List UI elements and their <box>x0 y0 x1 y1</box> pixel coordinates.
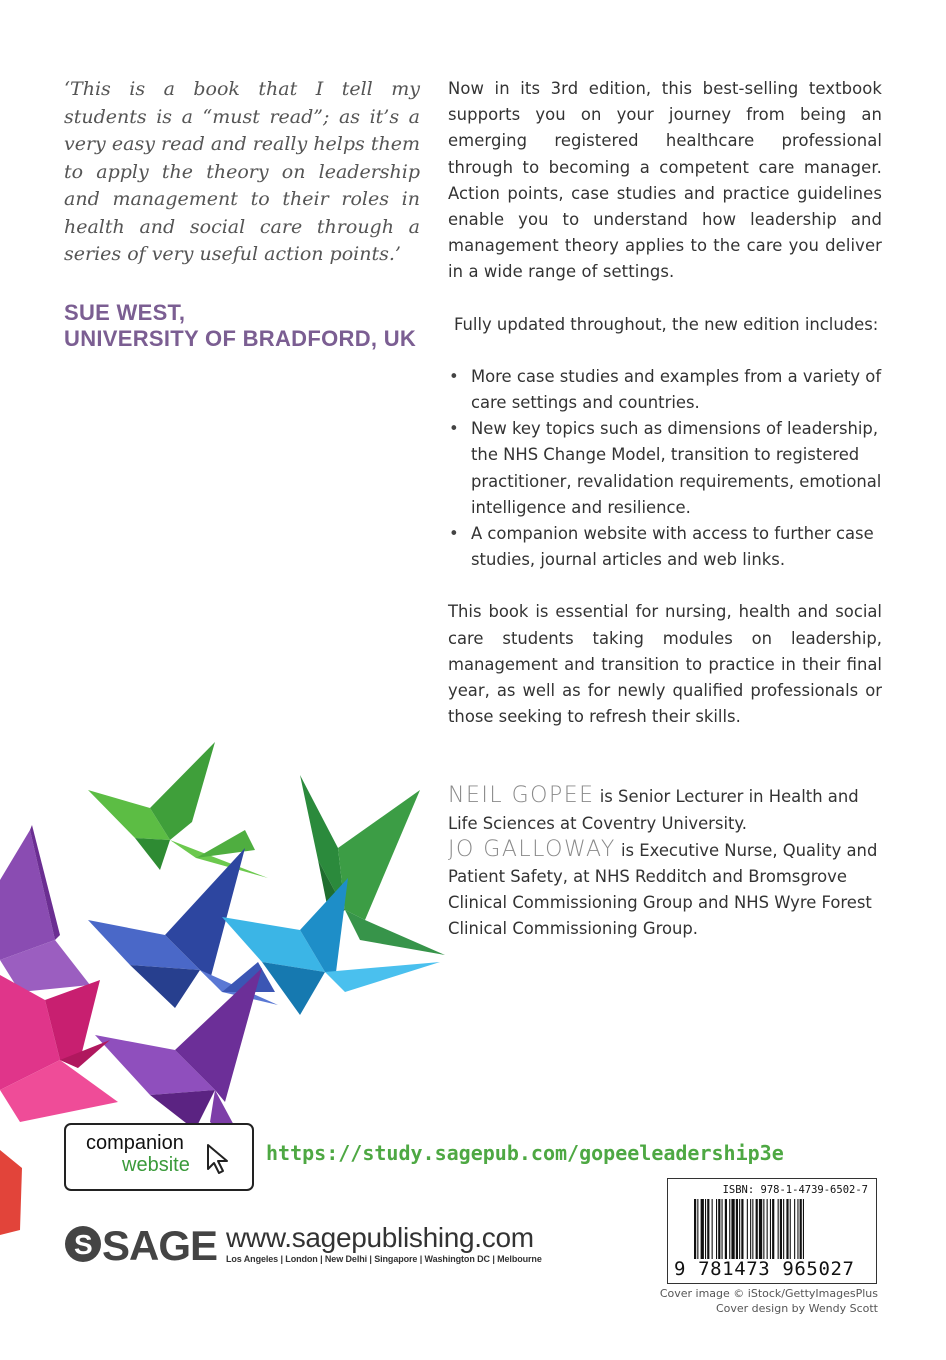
barcode-bar <box>729 1199 730 1259</box>
website-label: website <box>122 1154 190 1176</box>
barcode-bar <box>747 1199 748 1259</box>
features-list <box>448 364 882 574</box>
companion-url-link[interactable]: https://study.sagepub.com/gopeeleadership3e <box>266 1141 784 1165</box>
barcode-bar <box>741 1199 743 1259</box>
audience-paragraph: This book is essential for nursing, health and social care students taking modules on leadership, management and transition to practice in their final year, as well as for newly qualified professionals or those seeking to refresh their skills. <box>448 602 882 727</box>
barcode-bar <box>707 1199 709 1259</box>
barcode-bar <box>772 1199 774 1259</box>
updated-heading: Fully updated throughout, the new edition includes: <box>454 314 879 334</box>
sage-logo-text: SAGE <box>102 1222 218 1268</box>
intro-paragraph: Now in its 3rd edition, this best-selling textbook supports you on your journey from being an emerging registered healthcare professional through to becoming a competent care manager. Action points, case studies and practice guidelines enable you to understand how leadership and management theory applies to the care you deliver in a wide range of settings. <box>448 79 882 282</box>
barcode-bar <box>718 1199 720 1259</box>
quote-attribution <box>64 300 434 352</box>
barcode-bar <box>797 1199 798 1259</box>
quote-author-affiliation: UNIVERSITY OF BRADFORD, UK <box>64 326 417 351</box>
author-name: NEIL GOPEE <box>448 783 595 809</box>
barcode-bar <box>722 1199 723 1259</box>
barcode-bar <box>701 1199 704 1259</box>
companion-website-badge[interactable] <box>64 1123 254 1191</box>
barcode-bar <box>752 1199 753 1259</box>
publisher-website[interactable]: www.sagepublishing.com <box>226 1222 534 1253</box>
cover-credits <box>660 1286 878 1316</box>
barcode-bar <box>780 1199 782 1259</box>
cursor-icon <box>206 1143 232 1175</box>
barcode-bar <box>770 1199 771 1259</box>
red-crane <box>0 1150 22 1235</box>
list-item: • New key topics such as dimensions of leadership, the NHS Change Model, transition to registered practitioner, revalidation requirements, emotional intelligence and resilience. <box>448 416 882 521</box>
author-name: JO GALLOWAY <box>448 836 616 862</box>
barcode-bar <box>763 1199 764 1259</box>
barcode-bar <box>731 1199 734 1259</box>
barcode-bar <box>756 1199 758 1259</box>
barcode-bar <box>750 1199 751 1259</box>
barcode-bar <box>739 1199 740 1259</box>
barcode-bar <box>783 1199 784 1259</box>
list-item: • A companion website with access to further case studies, journal articles and web links. <box>448 521 882 573</box>
svg-text:S: S <box>74 1229 93 1260</box>
magenta-crane <box>0 975 118 1122</box>
publisher-cities: Los Angeles | London | New Delhi | Singapore | Washington DC | Melbourne <box>226 1254 542 1264</box>
author-bio: is Executive Nurse, Quality and Patient Safety, at NHS Redditch and Bromsgrove Clinical Commissioning Group and NHS Wyre Forest Clinical Commissioning Group. <box>448 840 878 939</box>
purple-crane <box>0 825 90 992</box>
barcode <box>667 1178 877 1284</box>
author-bio: is Senior Lecturer in Health and Life Sciences at Coventry University. <box>448 787 859 833</box>
barcode-bar <box>778 1199 779 1259</box>
quote-author-name: SUE WEST, <box>64 300 186 325</box>
design-credit: Cover design by Wendy Scott <box>715 1302 878 1315</box>
companion-label: companion <box>86 1132 184 1154</box>
author-bios <box>448 783 882 942</box>
barcode-bars <box>694 1199 866 1259</box>
image-credit: Cover image © iStock/GettyImagesPlus <box>659 1287 878 1300</box>
barcode-bar <box>716 1199 717 1259</box>
review-quote: ‘This is a book that I tell my students is a “must read”; as it’s a very easy read and really helps them to apply the theory on leadership and management to their roles in health and social care through a series of very useful action points.’ <box>64 78 420 265</box>
barcode-bar <box>803 1199 804 1259</box>
sage-logo <box>64 1222 219 1268</box>
barcode-bar <box>790 1199 791 1259</box>
barcode-bar <box>794 1199 795 1259</box>
barcode-bar <box>725 1199 727 1259</box>
barcode-bar <box>712 1199 713 1259</box>
barcode-bar <box>767 1199 768 1259</box>
barcode-bar <box>694 1199 696 1259</box>
barcode-bar <box>786 1199 788 1259</box>
barcode-bar <box>736 1199 738 1259</box>
barcode-bar <box>705 1199 706 1259</box>
barcode-bar <box>697 1199 698 1259</box>
barcode-bar <box>759 1199 762 1259</box>
barcode-bar <box>800 1199 802 1259</box>
ean-digits: 9 781473 965027 <box>674 1258 855 1280</box>
book-description <box>448 76 882 943</box>
isbn-label: ISBN: 978-1-4739-6502-7 <box>722 1184 868 1196</box>
list-item: • More case studies and examples from a variety of care settings and countries. <box>448 364 882 416</box>
